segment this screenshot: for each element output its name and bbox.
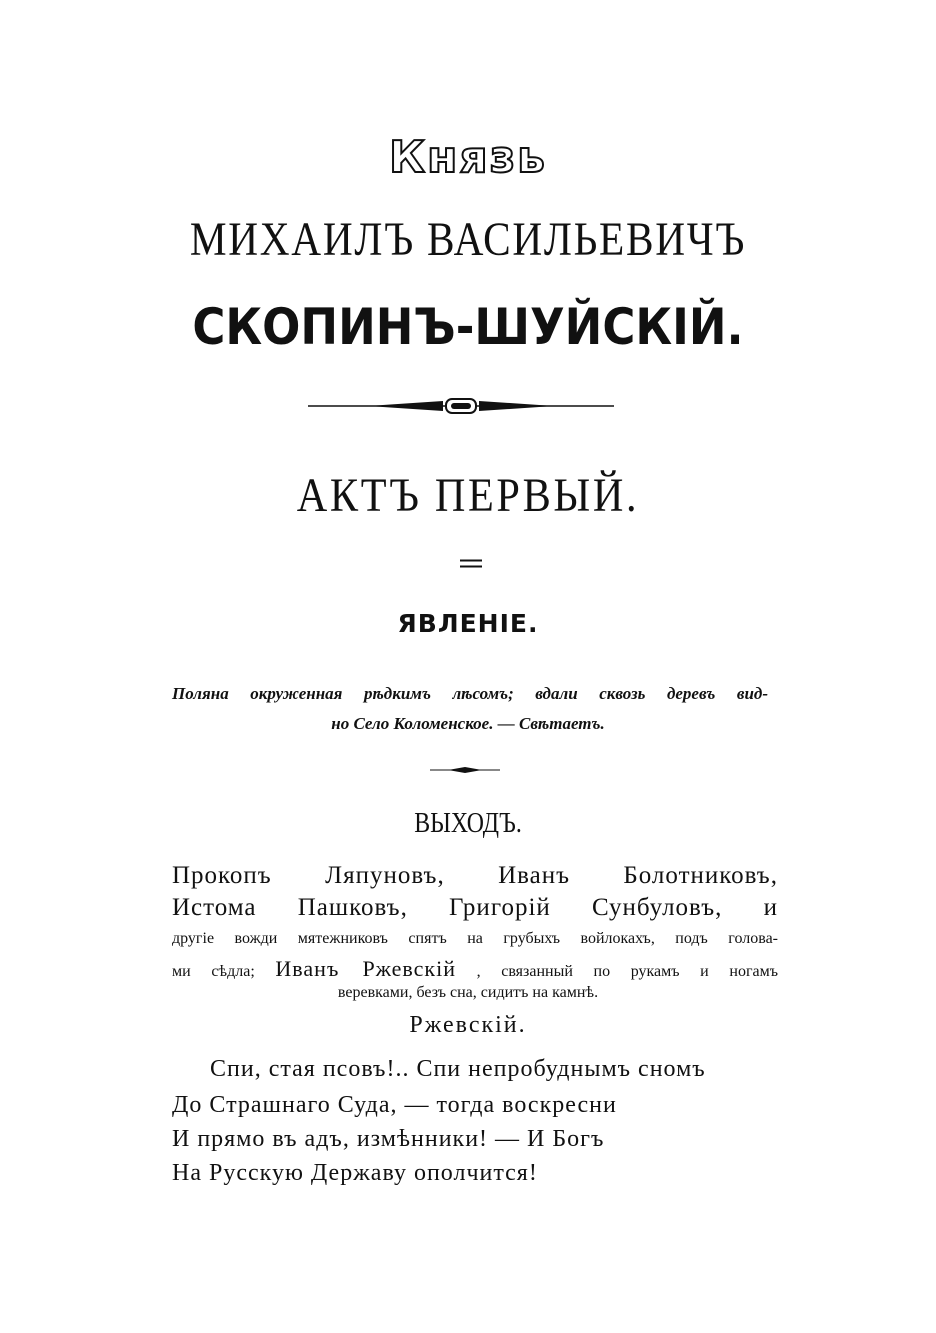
cast-line: веревками, безъ сна, сидитъ на камнѣ. [337,984,599,1001]
cast-name: Иванъ Ржевскій [275,956,456,981]
act-title: АКТЪ ПЕРВЫЙ. [296,469,640,522]
ornament-divider-icon [308,396,614,416]
title-prince: Князь [388,132,547,183]
cast-text: , связанный по рукамъ и ногамъ [476,963,779,980]
speaker-name: Ржевскій. [409,1012,527,1038]
double-rule-icon [460,559,482,568]
verse-line: И прямо въ адъ, измѣнники! — И Богъ [172,1126,605,1152]
title-surname: СКОПИНЪ-ШУЙСКІЙ. [192,298,744,356]
exit-title: ВЫХОДЪ. [414,808,522,839]
cast-line: Истома Пашковъ, Григорій Сунбуловъ, и [172,894,778,921]
stage-direction-line: Поляна окруженная рѣдкимъ лѣсомъ; вдали сквозь деревъ вид- [172,684,768,703]
title-name: МИХАИЛЪ ВАСИЛЬЕВИЧЪ [189,213,747,266]
scene-title: ЯВЛЕНІЕ. [397,609,539,638]
cast-line: другіе вожди мятежниковъ спятъ на грубыхъ войлокахъ, подъ голова- [172,930,778,947]
verse-line: Спи, стая псовъ!.. Спи непробуднымъ сномъ [210,1056,706,1082]
cast-text: ми сѣдла; [172,963,255,980]
cast-line [172,956,778,982]
stage-direction-line: но Село Коломенское. — Свѣтаетъ. [331,714,605,733]
verse-line: До Страшнаго Суда, — тогда воскресни [172,1092,617,1118]
cast-line: Прокопъ Ляпуновъ, Иванъ Болотниковъ, [172,862,778,889]
small-ornament-icon [430,766,500,774]
verse-line: На Русскую Державу ополчится! [172,1160,538,1186]
